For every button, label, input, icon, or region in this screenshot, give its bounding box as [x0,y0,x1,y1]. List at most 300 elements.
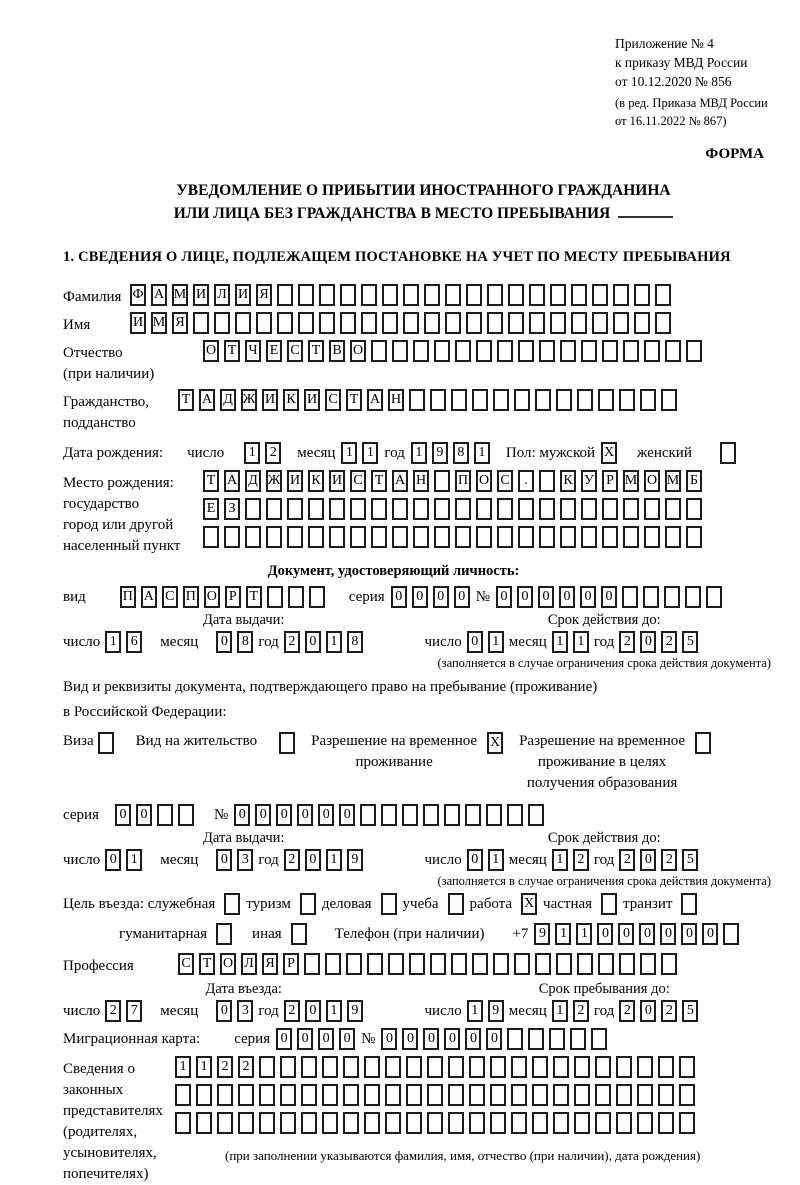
form-cell[interactable]: 1 [175,1056,191,1078]
form-cell[interactable] [577,953,593,975]
form-cell[interactable] [350,526,366,548]
form-cell[interactable] [511,1112,527,1134]
form-cell[interactable]: 1 [488,631,504,653]
form-cell[interactable]: 1 [573,631,589,653]
form-cell[interactable] [322,1112,338,1134]
form-cell[interactable]: 0 [305,1000,321,1022]
form-cell[interactable] [532,1112,548,1134]
form-cell[interactable] [423,804,439,826]
form-cell[interactable]: 8 [347,631,363,653]
form-cell[interactable]: О [644,470,660,492]
form-cell[interactable]: 0 [597,923,613,945]
form-cell[interactable] [511,1056,527,1078]
form-cell[interactable] [472,389,488,411]
form-cell[interactable] [402,804,418,826]
form-cell[interactable] [661,953,677,975]
form-cell[interactable]: 0 [216,631,232,653]
form-cell[interactable] [360,804,376,826]
form-cell[interactable] [623,498,639,520]
form-cell[interactable]: 1 [326,849,342,871]
form-cell[interactable] [259,1112,275,1134]
form-cell[interactable]: 0 [391,586,407,608]
form-cell[interactable]: О [220,953,236,975]
form-cell[interactable] [514,953,530,975]
form-cell[interactable] [371,340,387,362]
form-cell[interactable] [451,953,467,975]
form-cell[interactable] [535,389,551,411]
form-cell[interactable] [343,1056,359,1078]
form-cell[interactable] [469,1056,485,1078]
form-cell[interactable]: 0 [618,923,634,945]
form-cell[interactable] [622,586,638,608]
form-cell[interactable]: П [183,586,199,608]
form-cell[interactable] [623,340,639,362]
form-cell[interactable] [518,340,534,362]
form-cell[interactable] [595,1056,611,1078]
form-cell[interactable] [598,953,614,975]
form-cell[interactable] [175,1084,191,1106]
form-cell[interactable] [685,586,701,608]
form-cell[interactable] [637,1056,653,1078]
form-cell[interactable]: Я [256,284,272,306]
form-cell[interactable] [476,498,492,520]
form-cell[interactable]: 0 [423,1028,439,1050]
form-cell[interactable] [371,526,387,548]
form-cell[interactable] [434,526,450,548]
form-cell[interactable]: 9 [432,442,448,464]
form-cell[interactable] [382,284,398,306]
form-cell[interactable]: С [178,953,194,975]
form-cell[interactable] [256,312,272,334]
form-cell[interactable]: П [120,586,136,608]
form-cell[interactable]: 0 [486,1028,502,1050]
form-cell[interactable] [665,526,681,548]
form-cell[interactable] [634,312,650,334]
form-cell[interactable] [571,312,587,334]
form-cell[interactable] [193,312,209,334]
form-cell[interactable]: 2 [217,1056,233,1078]
form-cell[interactable]: 2 [284,631,300,653]
form-cell[interactable] [511,1084,527,1106]
form-cell[interactable] [695,732,711,754]
form-cell[interactable]: 0 [339,804,355,826]
form-cell[interactable]: 2 [284,849,300,871]
form-cell[interactable] [448,1112,464,1134]
form-cell[interactable] [364,1084,380,1106]
form-cell[interactable] [574,1084,590,1106]
form-cell[interactable] [382,312,398,334]
form-cell[interactable] [361,284,377,306]
form-cell[interactable] [291,923,307,945]
form-cell[interactable] [466,284,482,306]
form-cell[interactable] [409,953,425,975]
form-cell[interactable]: Д [220,389,236,411]
form-cell[interactable] [343,1084,359,1106]
form-cell[interactable]: 0 [234,804,250,826]
form-cell[interactable] [686,340,702,362]
form-cell[interactable]: 0 [216,849,232,871]
form-cell[interactable] [490,1056,506,1078]
form-cell[interactable]: 5 [682,631,698,653]
form-cell[interactable]: Ж [241,389,257,411]
form-cell[interactable]: К [283,389,299,411]
form-cell[interactable] [514,389,530,411]
form-cell[interactable]: 2 [573,1000,589,1022]
form-cell[interactable] [350,498,366,520]
form-cell[interactable] [490,1084,506,1106]
form-cell[interactable]: 0 [444,1028,460,1050]
form-cell[interactable]: 5 [682,1000,698,1022]
form-cell[interactable]: 0 [402,1028,418,1050]
form-cell[interactable] [308,498,324,520]
form-cell[interactable]: 8 [453,442,469,464]
form-cell[interactable] [245,526,261,548]
form-cell[interactable] [665,498,681,520]
form-cell[interactable]: И [304,389,320,411]
form-cell[interactable] [424,284,440,306]
form-cell[interactable]: 0 [538,586,554,608]
form-cell[interactable] [301,1084,317,1106]
form-cell[interactable] [466,312,482,334]
form-cell[interactable]: Е [266,340,282,362]
form-cell[interactable] [553,1084,569,1106]
form-cell[interactable] [385,1112,401,1134]
form-cell[interactable]: Д [245,470,261,492]
form-cell[interactable] [661,389,677,411]
form-cell[interactable]: 7 [126,1000,142,1022]
form-cell[interactable] [539,526,555,548]
form-cell[interactable] [301,1056,317,1078]
form-cell[interactable] [455,498,471,520]
form-cell[interactable]: X [487,732,503,754]
form-cell[interactable]: З [224,498,240,520]
form-cell[interactable]: Б [686,470,702,492]
form-cell[interactable] [686,526,702,548]
form-cell[interactable] [216,923,232,945]
form-cell[interactable] [570,1028,586,1050]
form-cell[interactable]: И [193,284,209,306]
form-cell[interactable]: 2 [573,849,589,871]
form-cell[interactable] [598,389,614,411]
form-cell[interactable] [430,953,446,975]
form-cell[interactable]: А [151,284,167,306]
form-cell[interactable] [448,1056,464,1078]
form-cell[interactable] [427,1056,443,1078]
form-cell[interactable] [409,389,425,411]
form-cell[interactable] [532,1084,548,1106]
form-cell[interactable] [224,893,240,915]
form-cell[interactable] [528,1028,544,1050]
form-cell[interactable]: 0 [297,804,313,826]
form-cell[interactable] [556,389,572,411]
form-cell[interactable] [451,389,467,411]
form-cell[interactable] [277,284,293,306]
form-cell[interactable]: О [204,586,220,608]
form-cell[interactable] [469,1112,485,1134]
form-cell[interactable] [287,498,303,520]
form-cell[interactable]: 1 [326,631,342,653]
form-cell[interactable] [406,1056,422,1078]
form-cell[interactable] [178,804,194,826]
form-cell[interactable] [539,470,555,492]
form-cell[interactable]: Ф [130,284,146,306]
form-cell[interactable]: 2 [105,1000,121,1022]
form-cell[interactable] [507,804,523,826]
form-cell[interactable] [560,526,576,548]
form-cell[interactable] [644,340,660,362]
form-cell[interactable] [406,1112,422,1134]
form-cell[interactable] [518,526,534,548]
form-cell[interactable] [613,284,629,306]
form-cell[interactable] [623,526,639,548]
form-cell[interactable]: И [235,284,251,306]
form-cell[interactable] [574,1056,590,1078]
form-cell[interactable] [539,340,555,362]
form-cell[interactable]: М [665,470,681,492]
form-cell[interactable] [280,1084,296,1106]
form-cell[interactable]: Я [172,312,188,334]
form-cell[interactable] [329,526,345,548]
form-cell[interactable] [706,586,722,608]
form-cell[interactable]: У [581,470,597,492]
form-cell[interactable]: Т [199,953,215,975]
form-cell[interactable] [298,284,314,306]
form-cell[interactable]: 0 [559,586,575,608]
form-cell[interactable] [679,1112,695,1134]
form-cell[interactable] [267,586,283,608]
form-cell[interactable]: 2 [661,1000,677,1022]
form-cell[interactable]: И [130,312,146,334]
form-cell[interactable]: А [392,470,408,492]
form-cell[interactable] [469,1084,485,1106]
form-cell[interactable]: 0 [465,1028,481,1050]
form-cell[interactable] [655,312,671,334]
form-cell[interactable] [224,526,240,548]
form-cell[interactable] [486,804,502,826]
form-cell[interactable] [434,470,450,492]
form-cell[interactable]: 1 [341,442,357,464]
form-cell[interactable] [214,312,230,334]
form-cell[interactable]: X [601,442,617,464]
form-cell[interactable]: Я [262,953,278,975]
form-cell[interactable] [490,1112,506,1134]
form-cell[interactable] [381,804,397,826]
form-cell[interactable] [385,1056,401,1078]
form-cell[interactable] [413,340,429,362]
form-cell[interactable]: 2 [619,1000,635,1022]
form-cell[interactable] [340,284,356,306]
form-cell[interactable]: Т [346,389,362,411]
form-cell[interactable] [644,498,660,520]
form-cell[interactable]: 0 [105,849,121,871]
form-cell[interactable] [493,389,509,411]
form-cell[interactable] [581,526,597,548]
form-cell[interactable] [686,498,702,520]
form-cell[interactable]: С [287,340,303,362]
form-cell[interactable] [424,312,440,334]
form-cell[interactable] [619,953,635,975]
form-cell[interactable] [507,1028,523,1050]
form-cell[interactable] [655,284,671,306]
form-cell[interactable] [235,312,251,334]
form-cell[interactable] [720,442,736,464]
form-cell[interactable] [385,1084,401,1106]
form-cell[interactable]: Л [214,284,230,306]
form-cell[interactable] [595,1084,611,1106]
form-cell[interactable] [388,953,404,975]
form-cell[interactable]: 0 [305,849,321,871]
form-cell[interactable] [322,1056,338,1078]
form-cell[interactable] [266,526,282,548]
form-cell[interactable]: 1 [244,442,260,464]
form-cell[interactable]: А [367,389,383,411]
form-cell[interactable] [658,1112,674,1134]
form-cell[interactable] [427,1084,443,1106]
form-cell[interactable] [157,804,173,826]
form-cell[interactable] [266,498,282,520]
form-cell[interactable] [613,312,629,334]
form-cell[interactable] [392,498,408,520]
form-cell[interactable] [518,498,534,520]
form-cell[interactable] [665,340,681,362]
form-cell[interactable] [277,312,293,334]
form-cell[interactable]: 9 [347,849,363,871]
form-cell[interactable] [497,526,513,548]
form-cell[interactable] [581,340,597,362]
form-cell[interactable] [681,893,697,915]
form-cell[interactable]: Т [224,340,240,362]
form-cell[interactable]: 0 [412,586,428,608]
form-cell[interactable]: 0 [639,923,655,945]
form-cell[interactable] [287,526,303,548]
form-cell[interactable]: 0 [318,804,334,826]
form-cell[interactable] [364,1056,380,1078]
form-cell[interactable] [602,498,618,520]
form-cell[interactable] [346,953,362,975]
form-cell[interactable]: Т [371,470,387,492]
form-cell[interactable] [301,1112,317,1134]
form-cell[interactable]: В [329,340,345,362]
form-cell[interactable]: Т [246,586,262,608]
form-cell[interactable] [392,526,408,548]
form-cell[interactable] [325,953,341,975]
form-cell[interactable] [448,893,464,915]
form-cell[interactable]: М [172,284,188,306]
form-cell[interactable]: 0 [640,631,656,653]
form-cell[interactable]: К [560,470,576,492]
form-cell[interactable] [403,312,419,334]
form-cell[interactable] [508,284,524,306]
form-cell[interactable]: Т [203,470,219,492]
form-cell[interactable]: 9 [347,1000,363,1022]
form-cell[interactable] [679,1084,695,1106]
form-cell[interactable] [487,284,503,306]
form-cell[interactable]: 0 [255,804,271,826]
form-cell[interactable] [259,1056,275,1078]
form-cell[interactable]: 0 [640,1000,656,1022]
form-cell[interactable]: 1 [552,631,568,653]
form-cell[interactable] [723,923,739,945]
form-cell[interactable]: 0 [276,804,292,826]
form-cell[interactable] [637,1084,653,1106]
form-cell[interactable] [413,498,429,520]
form-cell[interactable] [361,312,377,334]
form-cell[interactable] [497,340,513,362]
form-cell[interactable] [592,312,608,334]
form-cell[interactable]: 2 [265,442,281,464]
form-cell[interactable]: 0 [467,631,483,653]
form-cell[interactable] [392,340,408,362]
form-cell[interactable]: П [455,470,471,492]
form-cell[interactable]: 2 [661,849,677,871]
form-cell[interactable] [445,284,461,306]
form-cell[interactable]: 0 [216,1000,232,1022]
form-cell[interactable] [664,586,680,608]
form-cell[interactable]: Е [203,498,219,520]
form-cell[interactable]: . [518,470,534,492]
form-cell[interactable] [298,312,314,334]
form-cell[interactable] [640,389,656,411]
form-cell[interactable] [430,389,446,411]
form-cell[interactable]: 0 [136,804,152,826]
form-cell[interactable]: О [476,470,492,492]
form-cell[interactable] [319,312,335,334]
form-cell[interactable] [217,1112,233,1134]
form-cell[interactable] [403,284,419,306]
form-cell[interactable] [448,1084,464,1106]
form-cell[interactable] [300,893,316,915]
form-cell[interactable] [476,526,492,548]
form-cell[interactable]: Р [225,586,241,608]
form-cell[interactable] [493,953,509,975]
form-cell[interactable] [280,1056,296,1078]
form-cell[interactable]: 6 [126,631,142,653]
form-cell[interactable]: Л [241,953,257,975]
form-cell[interactable] [343,1112,359,1134]
form-cell[interactable]: 1 [326,1000,342,1022]
form-cell[interactable]: А [199,389,215,411]
form-cell[interactable] [319,284,335,306]
form-cell[interactable] [577,389,593,411]
form-cell[interactable] [288,586,304,608]
form-cell[interactable]: 0 [318,1028,334,1050]
form-cell[interactable] [367,953,383,975]
form-cell[interactable] [658,1084,674,1106]
form-cell[interactable]: С [325,389,341,411]
form-cell[interactable] [550,312,566,334]
form-cell[interactable] [455,526,471,548]
form-cell[interactable] [196,1112,212,1134]
form-cell[interactable] [445,312,461,334]
form-cell[interactable]: 1 [474,442,490,464]
form-cell[interactable] [304,953,320,975]
form-cell[interactable]: 0 [580,586,596,608]
form-cell[interactable] [532,1056,548,1078]
form-cell[interactable] [329,498,345,520]
form-cell[interactable]: 0 [339,1028,355,1050]
form-cell[interactable]: Т [308,340,324,362]
form-cell[interactable]: 0 [115,804,131,826]
form-cell[interactable] [196,1084,212,1106]
form-cell[interactable]: 0 [276,1028,292,1050]
form-cell[interactable]: 2 [619,849,635,871]
form-cell[interactable]: Ч [245,340,261,362]
form-cell[interactable] [465,804,481,826]
form-cell[interactable] [280,1112,296,1134]
form-cell[interactable]: 9 [488,1000,504,1022]
form-cell[interactable]: 1 [362,442,378,464]
form-cell[interactable]: 1 [576,923,592,945]
